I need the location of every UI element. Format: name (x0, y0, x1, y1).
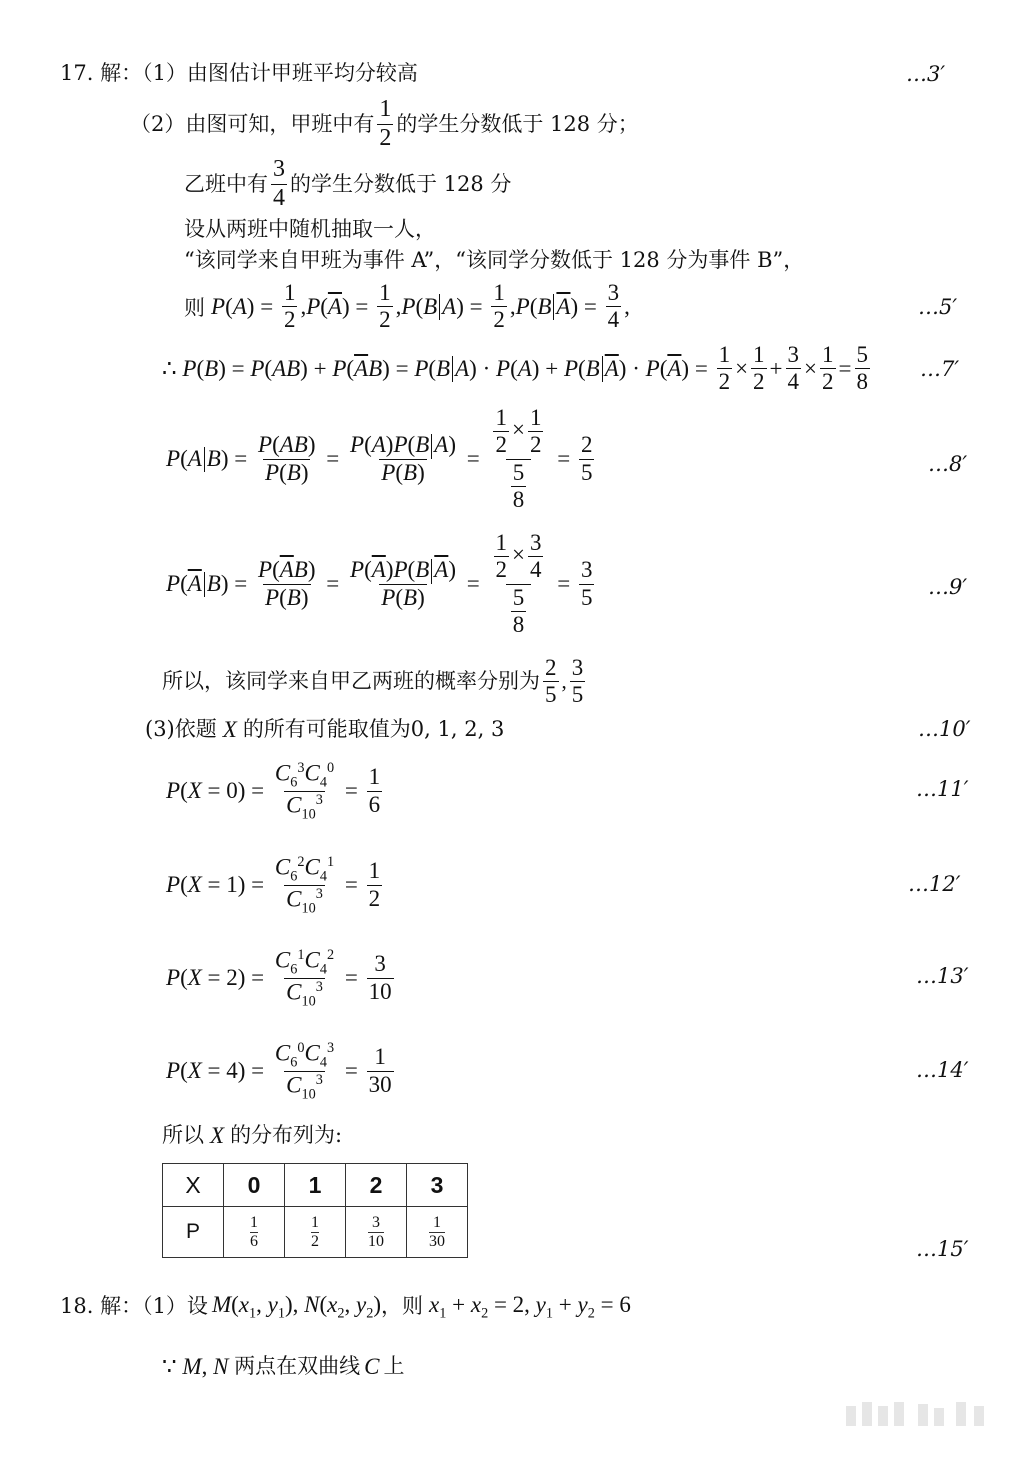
score-5: …5′ (918, 295, 958, 319)
eq-total-probability: ∴ P ( B ) = P ( AB ) + P ( $\overline{A}$ B ) = P ( B A ) · P ( A ) + P ( B $\overline{A}$ ) · P ( $\overline{A}$ ) = $\frac{1}{2}$ × $\frac{1}{2}$ + $\frac{3}{4}$ × $\frac{1}{2}$ = $\frac{5}{8}$ (162, 342, 868, 395)
p17-part2-a-text: （2）由图可知，甲班中有 (130, 111, 375, 136)
table-prob-cell: $\frac{1}{6}$ (224, 1207, 285, 1258)
eq-p-x-1: P ( X = 1) = $\frac{C_6^2C_4^1}{C_{10}^3}$ = $\frac{1}{2}$ (166, 854, 381, 916)
eq-p-abar-given-b: P ( $\overline{A}$ B ) = $\frac{P(\overline{A}B)}{P(B)}$ = $\frac{P(\overline{A})P(B \overline{A})}{P(B)}$ = $\frac{1}{2}$ × $\frac{3}{4}$ $\frac{5}{8}$ = $\frac{3}{5}$ (166, 530, 593, 638)
eq-basic-probabilities: 则 P ( A ) = $\frac{1}{2}$ , P ( $\overline{A}$ ) = $\frac{1}{2}$ , P ( B A ) = $\frac{1}{2}$ , P ( B $\overline{A}$ ) = $\frac{3}{4}$ , (184, 280, 630, 333)
p17-part2-line-d: “该同学来自甲班为事件 A”，“该同学分数低于 128 分为事件 B”， (184, 248, 805, 272)
p18-then: ，则 (381, 1294, 424, 1319)
score-12: …12′ (908, 872, 961, 896)
p17-part3-line: (3)依题 X 的所有可能取值为0, 1, 2, 3 (145, 717, 505, 742)
p17-part2-line-a (130, 96, 639, 152)
table-prob-row (163, 1207, 468, 1258)
score-15: …15′ (916, 1237, 969, 1261)
score-7: …7′ (920, 357, 960, 381)
table-header-cell: 2 (346, 1164, 407, 1207)
dist-intro-line: 所以 X 的分布列为: (162, 1123, 343, 1148)
table-header-cell: 1 (285, 1164, 346, 1207)
table-prob-cell: $\frac{1}{30}$ (407, 1207, 468, 1258)
p17-part2-conclusion: 所以，该同学来自甲乙两班的概率分别为 $\frac{2}{5}$ , $\frac{3}{5}$ (162, 655, 584, 708)
p17-part2-line-b (184, 156, 511, 212)
p17-part2-line-c: 设从两班中随机抽取一人， (184, 217, 436, 241)
p17-part1-text: 17. 解：（1）由图估计甲班平均分较高 (60, 61, 418, 85)
score-8: …8′ (928, 452, 968, 476)
p17-part3-label: (3)依题 (145, 717, 217, 741)
fraction-three-quarters: $\frac{3}{4}$ (273, 156, 285, 211)
eq-p-x-2: P ( X = 2) = $\frac{C_6^1C_4^2}{C_{10}^3}$ = $\frac{3}{10}$ (166, 947, 392, 1009)
dist-intro-text: 所以 (162, 1123, 204, 1147)
table-header-cell: 0 (224, 1164, 285, 1207)
table-p-label: P (163, 1207, 224, 1258)
p18-line-1: 18. 解：（1）设 $M(x_1$, $y_1$), $N(x_2$, $y_2$) ，则 $x_1 + x_2 = 2$, $y_1 + y_2 = 6$ (60, 1292, 631, 1322)
distribution-table (162, 1163, 468, 1258)
p17-part2-a-end: 的学生分数低于 128 分； (396, 111, 639, 136)
eq-p-x-0: P ( X = 0) = $\frac{C_6^3C_4^0}{C_{10}^3}$ = $\frac{1}{6}$ (166, 760, 381, 822)
score-14: …14′ (916, 1058, 969, 1082)
score-10: …10′ (918, 717, 971, 741)
table-header-row (163, 1164, 468, 1207)
dist-intro-end: 的分布列为: (230, 1123, 343, 1147)
eq-p-a-given-b: P ( A B ) = $\frac{P(AB)}{P(B)}$ = $\frac{\text{P(A)P(B A)}}{P(B)}$ = $\frac{1}{2}$ × $\frac{1}{2}$ $\frac{5}{8}$ = $\frac{2}{5}$ (166, 405, 593, 513)
eq-p-x-3: P ( X = 4) = $\frac{C_6^0C_4^3}{C_{10}^3}$ = $\frac{1}{30}$ (166, 1040, 392, 1102)
table-header-cell: X (163, 1164, 224, 1207)
table-prob-cell: $\frac{3}{10}$ (346, 1207, 407, 1258)
p17-part2-b-text: 乙班中有 (184, 171, 268, 196)
p18-line-2: ∵ M, N 两点在双曲线 C 上 (162, 1354, 405, 1379)
p18-line-2-end: 上 (383, 1354, 405, 1378)
p18-label: 18. 解：（1）设 (60, 1294, 208, 1319)
score-3: …3′ (906, 62, 946, 86)
conclusion-text: 所以，该同学来自甲乙两班的概率分别为 (162, 669, 540, 694)
score-9: …9′ (928, 575, 968, 599)
table-prob-cell: $\frac{1}{2}$ (285, 1207, 346, 1258)
p18-line-2-text: 两点在双曲线 (234, 1354, 361, 1378)
fraction-one-half: $\frac{1}{2}$ (379, 96, 392, 151)
score-11: …11′ (916, 777, 969, 801)
score-13: …13′ (916, 964, 969, 988)
p17-part3-rest: 的所有可能取值为0, 1, 2, 3 (242, 717, 505, 741)
then-label: 则 (184, 295, 205, 320)
p17-part2-b-end: 的学生分数低于 128 分 (290, 171, 512, 196)
table-header-cell: 3 (407, 1164, 468, 1207)
watermark-icon (838, 1400, 998, 1430)
